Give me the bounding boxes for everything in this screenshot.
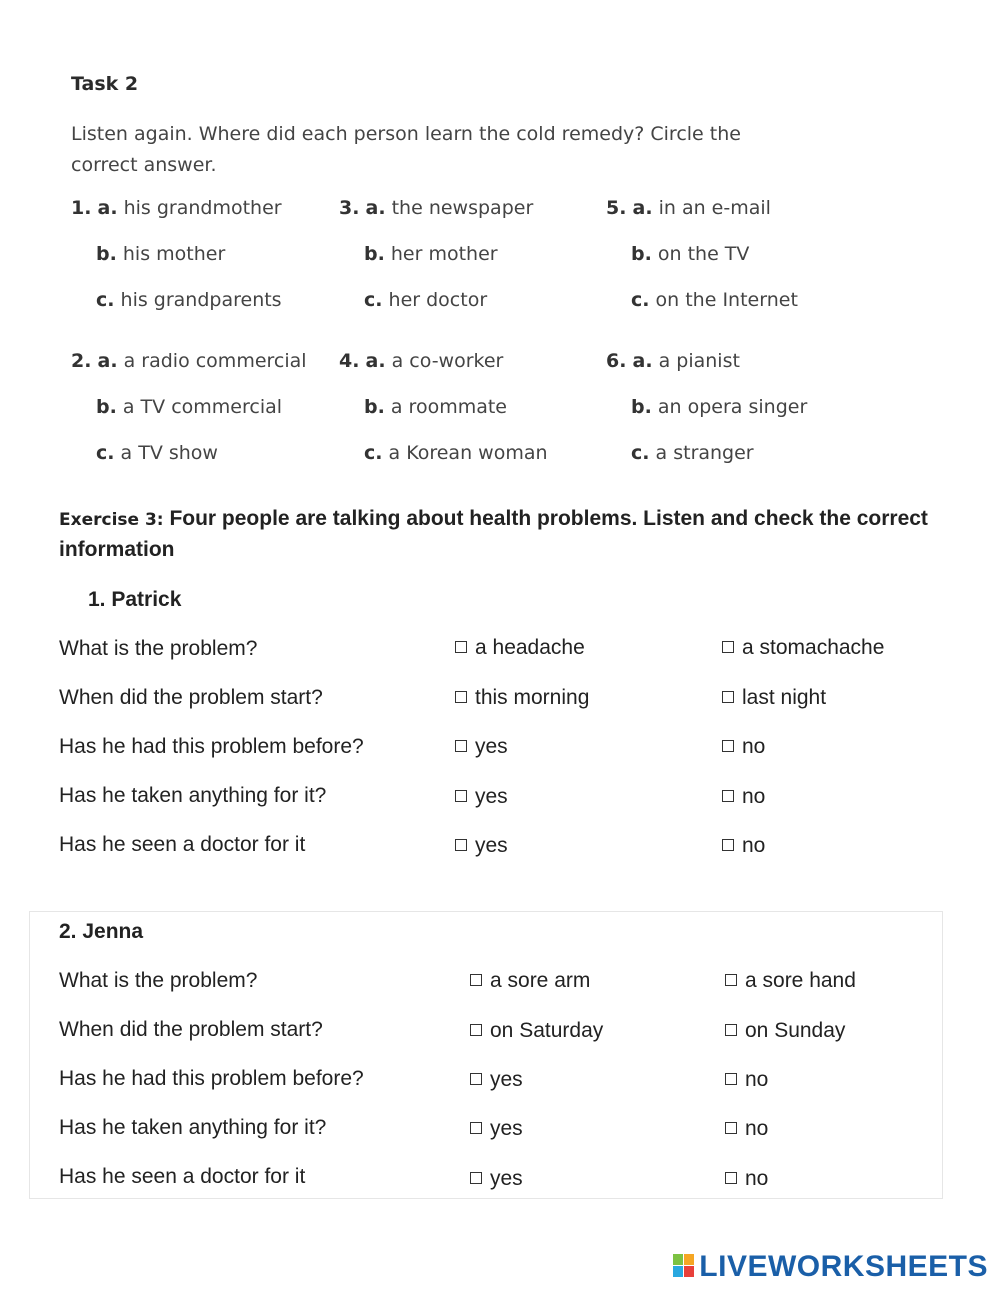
checkbox-icon[interactable] bbox=[725, 1073, 737, 1085]
option-6a[interactable]: 6. a. a pianist bbox=[606, 350, 740, 372]
option-4c[interactable]: c. a Korean woman bbox=[364, 442, 548, 464]
option-2b[interactable]: b. a TV commercial bbox=[96, 396, 283, 418]
patrick-question-doctor: Has he seen a doctor for it bbox=[59, 833, 306, 856]
option-3a[interactable]: 3. a. the newspaper bbox=[339, 197, 534, 219]
checkbox-icon[interactable] bbox=[470, 1024, 482, 1036]
patrick-option-doctor-yes[interactable]: yes bbox=[455, 834, 508, 858]
patrick-question-before: Has he had this problem before? bbox=[59, 735, 364, 758]
checkbox-icon[interactable] bbox=[470, 1172, 482, 1184]
patrick-option-taken-no[interactable]: no bbox=[722, 785, 765, 809]
checkbox-icon[interactable] bbox=[725, 1024, 737, 1036]
option-3c[interactable]: c. her doctor bbox=[364, 289, 488, 311]
jenna-option-saturday[interactable]: on Saturday bbox=[470, 1019, 603, 1043]
checkbox-icon[interactable] bbox=[455, 641, 467, 653]
task-2-title: Task 2 bbox=[71, 73, 139, 95]
jenna-option-taken-yes[interactable]: yes bbox=[470, 1117, 523, 1141]
jenna-question-problem: What is the problem? bbox=[59, 969, 258, 992]
checkbox-icon[interactable] bbox=[470, 1073, 482, 1085]
option-6b[interactable]: b. an opera singer bbox=[631, 396, 808, 418]
checkbox-icon[interactable] bbox=[455, 740, 467, 752]
exercise-3-instruction: Exercise 3: Four people are talking about health problems. Listen and check the correct information bbox=[59, 507, 928, 561]
option-1a[interactable]: 1. a. his grandmother bbox=[71, 197, 282, 219]
checkbox-icon[interactable] bbox=[722, 691, 734, 703]
patrick-option-stomachache[interactable]: a stomachache bbox=[722, 636, 884, 660]
jenna-question-taken: Has he taken anything for it? bbox=[59, 1116, 327, 1139]
jenna-section-frame bbox=[29, 911, 943, 1199]
checkbox-icon[interactable] bbox=[455, 839, 467, 851]
patrick-question-problem: What is the problem? bbox=[59, 637, 258, 660]
option-6c[interactable]: c. a stranger bbox=[631, 442, 754, 464]
checkbox-icon[interactable] bbox=[725, 974, 737, 986]
option-2c[interactable]: c. a TV show bbox=[96, 442, 218, 464]
jenna-question-start: When did the problem start? bbox=[59, 1018, 323, 1041]
jenna-question-before: Has he had this problem before? bbox=[59, 1067, 364, 1090]
option-1b[interactable]: b. his mother bbox=[96, 243, 226, 265]
option-5a[interactable]: 5. a. in an e-mail bbox=[606, 197, 771, 219]
jenna-option-taken-no[interactable]: no bbox=[725, 1117, 768, 1141]
checkbox-icon[interactable] bbox=[722, 641, 734, 653]
option-4a[interactable]: 4. a. a co-worker bbox=[339, 350, 504, 372]
jenna-option-sore-hand[interactable]: a sore hand bbox=[725, 969, 856, 993]
patrick-option-doctor-no[interactable]: no bbox=[722, 834, 765, 858]
option-1c[interactable]: c. his grandparents bbox=[96, 289, 282, 311]
option-5b[interactable]: b. on the TV bbox=[631, 243, 750, 265]
jenna-option-before-no[interactable]: no bbox=[725, 1068, 768, 1092]
checkbox-icon[interactable] bbox=[455, 790, 467, 802]
patrick-option-taken-yes[interactable]: yes bbox=[455, 785, 508, 809]
patrick-option-before-yes[interactable]: yes bbox=[455, 735, 508, 759]
patrick-question-start: When did the problem start? bbox=[59, 686, 323, 709]
liveworksheets-logo-icon bbox=[673, 1254, 695, 1278]
option-4b[interactable]: b. a roommate bbox=[364, 396, 507, 418]
task-2-instruction: Listen again. Where did each person learn the cold remedy? Circle the correct answer. bbox=[71, 123, 741, 176]
checkbox-icon[interactable] bbox=[725, 1172, 737, 1184]
patrick-question-taken: Has he taken anything for it? bbox=[59, 784, 327, 807]
liveworksheets-logo: LIVEWORKSHEETS bbox=[673, 1250, 988, 1284]
jenna-option-before-yes[interactable]: yes bbox=[470, 1068, 523, 1092]
patrick-option-this-morning[interactable]: this morning bbox=[455, 686, 589, 710]
jenna-option-sore-arm[interactable]: a sore arm bbox=[470, 969, 590, 993]
option-3b[interactable]: b. her mother bbox=[364, 243, 498, 265]
patrick-option-headache[interactable]: a headache bbox=[455, 636, 585, 660]
patrick-heading: 1. Patrick bbox=[88, 588, 182, 611]
checkbox-icon[interactable] bbox=[455, 691, 467, 703]
jenna-option-doctor-no[interactable]: no bbox=[725, 1167, 768, 1191]
jenna-heading: 2. Jenna bbox=[59, 920, 144, 943]
checkbox-icon[interactable] bbox=[722, 839, 734, 851]
checkbox-icon[interactable] bbox=[470, 974, 482, 986]
option-5c[interactable]: c. on the Internet bbox=[631, 289, 798, 311]
jenna-option-sunday[interactable]: on Sunday bbox=[725, 1019, 845, 1043]
patrick-option-last-night[interactable]: last night bbox=[722, 686, 826, 710]
checkbox-icon[interactable] bbox=[470, 1122, 482, 1134]
checkbox-icon[interactable] bbox=[725, 1122, 737, 1134]
option-2a[interactable]: 2. a. a radio commercial bbox=[71, 350, 307, 372]
jenna-question-doctor: Has he seen a doctor for it bbox=[59, 1165, 306, 1188]
patrick-option-before-no[interactable]: no bbox=[722, 735, 765, 759]
jenna-option-doctor-yes[interactable]: yes bbox=[470, 1167, 523, 1191]
checkbox-icon[interactable] bbox=[722, 740, 734, 752]
checkbox-icon[interactable] bbox=[722, 790, 734, 802]
